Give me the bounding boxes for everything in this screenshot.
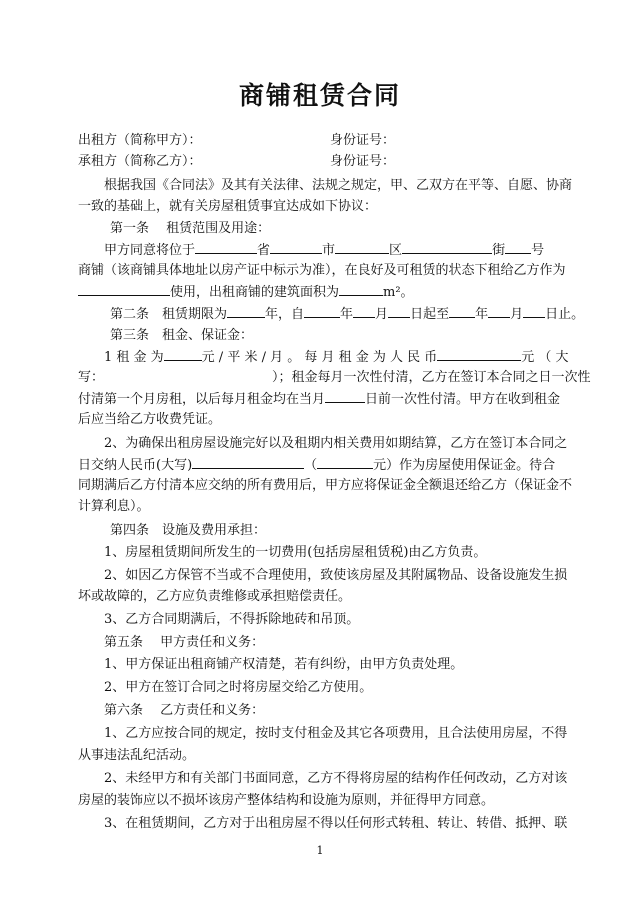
deposit-words-blank [192,454,304,469]
article-1-title: 第一条 租赁范围及用途： [110,221,271,236]
intro-line-2: 一致的基础上，就有关房屋租赁事宜达成如下协议： [78,199,378,214]
party-a-label: 出租方（简称甲方）： [78,133,202,148]
article-4-line-2: 2、如因乙方保管不当或不合理使用，致使该房屋及其附属物品、设备设施发生损 [104,568,568,583]
document-title: 商铺租赁合同 [238,81,401,110]
article-6-line-2: 从事违法乱纪活动。 [78,748,196,763]
party-b-id-label: 身份证号： [330,154,396,169]
article-1-line-1: 甲方同意将位于 省 市 区 街 号 [104,239,566,260]
article-5-line-1: 1、甲方保证出租商铺产权清楚，若有纠纷，由甲方负责处理。 [104,657,464,672]
article-5-line-2: 2、甲方在签订合同之时将房屋交给乙方使用。 [104,680,373,695]
article-3-line-6: 日交纳人民币(大写) （ 元）作为房屋使用保证金。待合 [78,454,566,475]
article-4-line-3: 坏或故障的，乙方应负责维修或承担赔偿责任。 [78,589,352,604]
party-b-label: 承租方（简称乙方）： [78,154,202,169]
party-a-line [78,130,566,151]
party-a-id-label: 身份证号： [330,133,396,148]
usage-blank [78,281,170,296]
article-4-line-1: 1、房屋租赁期间所发生的一切费用(包括房屋租赁税)由乙方负责。 [104,545,487,560]
article-6-line-4: 房屋的装饰应以不损坏该房产整体结构和设施为原则，并征得甲方同意。 [78,793,495,808]
city-blank [270,239,322,254]
district-blank [335,239,389,254]
term-years-blank [227,303,265,318]
rent-per-sqm-blank [164,346,202,361]
article-5-title: 第五条 甲方责任和义务： [104,635,265,650]
article-4-line-4: 3、乙方合同期满后，不得拆除地砖和吊顶。 [104,612,360,627]
deposit-amount-blank [317,454,373,469]
intro-line-1: 根据我国《合同法》及其有关法律、法规之规定，甲、乙双方在平等、自愿、协商 [104,178,573,193]
article-3-line-2: 写： ）；租金每月一次性付清，乙方在签订本合同之日一次性 [78,370,591,385]
article-3-line-4: 后应当给乙方收费凭证。 [78,412,222,427]
article-6-line-1: 1、乙方应按合同的规定，按时支付租金及其它各项费用，且合法使用房屋，不得 [104,726,568,741]
article-6-line-5: 3、在租赁期间，乙方对于出租房屋不得以任何形式转租、转让、转借、抵押、联 [104,816,568,831]
article-1-line-3: 使用，出租商铺的建筑面积为 m²。 [78,281,566,302]
article-2-line: 第二条 租赁期限为 年，自 年 月 日起至 年 月 日止。 [110,303,566,324]
area-blank [339,281,383,296]
number-blank [505,239,531,254]
article-3-line-3: 付清第一个月房租，以后每月租金均在当月 日前一次性付清。甲方在收到租金 [78,388,566,409]
street-blank [402,239,492,254]
province-blank [195,239,257,254]
article-6-title: 第六条 乙方责任和义务： [104,703,265,718]
article-3-line-8: 计算利息）。 [78,499,150,514]
pay-day-blank [325,388,365,403]
article-3-line-5: 2、为确保出租房屋设施完好以及租期内相关费用如期结算，乙方在签订本合同之 [104,436,568,451]
party-b-line [78,151,566,172]
article-3-title: 第三条 租金、保证金： [110,328,254,343]
article-1-line-2: 商铺（该商铺具体地址以房产证中标示为准），在良好及可租赁的状态下租给乙方作为 [78,263,566,278]
article-6-line-3: 2、未经甲方和有关部门书面同意，乙方不得将房屋的结构作任何改动，乙方对该 [104,771,568,786]
article-3-line-1: 1 租 金 为 元 / 平 米 / 月 。 每 月 租 金 为 人 民 币 元 （ 大 [104,346,566,367]
article-4-title: 第四条 设施及费用承担： [110,523,267,538]
monthly-rent-blank [437,346,521,361]
page-number: 1 [316,844,324,857]
article-3-line-7: 同期满后乙方付清本应交纳的所有费用后，甲方应将保证金全额退还给乙方（保证金不 [78,478,573,493]
